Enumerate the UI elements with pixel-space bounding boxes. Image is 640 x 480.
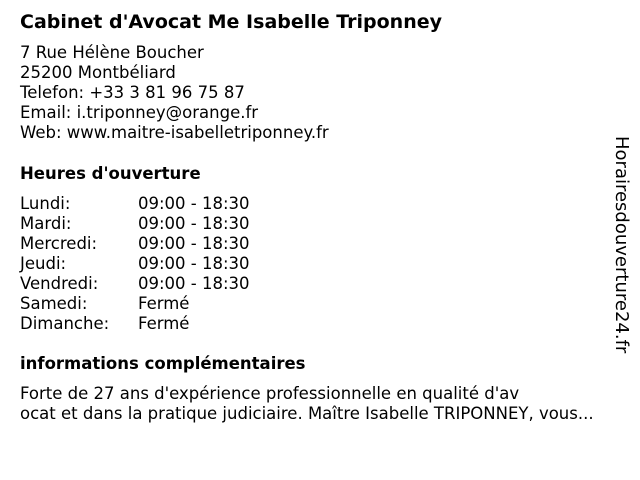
phone-number: Telefon: +33 3 81 96 75 87	[20, 83, 245, 102]
hours-value: 09:00 - 18:30	[138, 234, 250, 253]
site-watermark: Horairesdouverture24.fr	[611, 136, 632, 354]
hours-value: 09:00 - 18:30	[138, 274, 250, 293]
opening-hours-heading: Heures d'ouverture	[20, 164, 201, 183]
day-label: Dimanche:	[20, 314, 110, 333]
day-label: Samedi:	[20, 294, 88, 313]
email-address: Email: i.triponney@orange.fr	[20, 103, 259, 122]
website-address: Web: www.maitre-isabelletriponney.fr	[20, 123, 329, 142]
contact-block	[20, 43, 329, 143]
hours-row-sunday	[20, 314, 250, 334]
hours-value: Fermé	[138, 294, 190, 313]
info-text-line: Forte de 27 ans d'expérience professionnelle en qualité d'av	[20, 384, 520, 403]
day-label: Mardi:	[20, 214, 72, 233]
day-label: Mercredi:	[20, 234, 98, 253]
hours-row-friday	[20, 274, 250, 294]
info-text-line: ocat et dans la pratique judiciaire. Maître Isabelle TRIPONNEY, vous...	[20, 404, 594, 423]
opening-hours-table	[20, 194, 250, 334]
additional-info-heading: informations complémentaires	[20, 354, 306, 373]
hours-value: 09:00 - 18:30	[138, 214, 250, 233]
address-city: 25200 Montbéliard	[20, 63, 176, 82]
day-label: Vendredi:	[20, 274, 99, 293]
hours-row-saturday	[20, 294, 250, 314]
day-label: Jeudi:	[20, 254, 67, 273]
hours-row-monday	[20, 194, 250, 214]
additional-info-text	[20, 384, 630, 424]
hours-row-thursday	[20, 254, 250, 274]
page-title: Cabinet d'Avocat Me Isabelle Triponney	[20, 11, 443, 33]
address-street: 7 Rue Hélène Boucher	[20, 43, 204, 62]
hours-value: Fermé	[138, 314, 190, 333]
hours-value: 09:00 - 18:30	[138, 254, 250, 273]
hours-row-tuesday	[20, 214, 250, 234]
day-label: Lundi:	[20, 194, 71, 213]
hours-value: 09:00 - 18:30	[138, 194, 250, 213]
hours-row-wednesday	[20, 234, 250, 254]
